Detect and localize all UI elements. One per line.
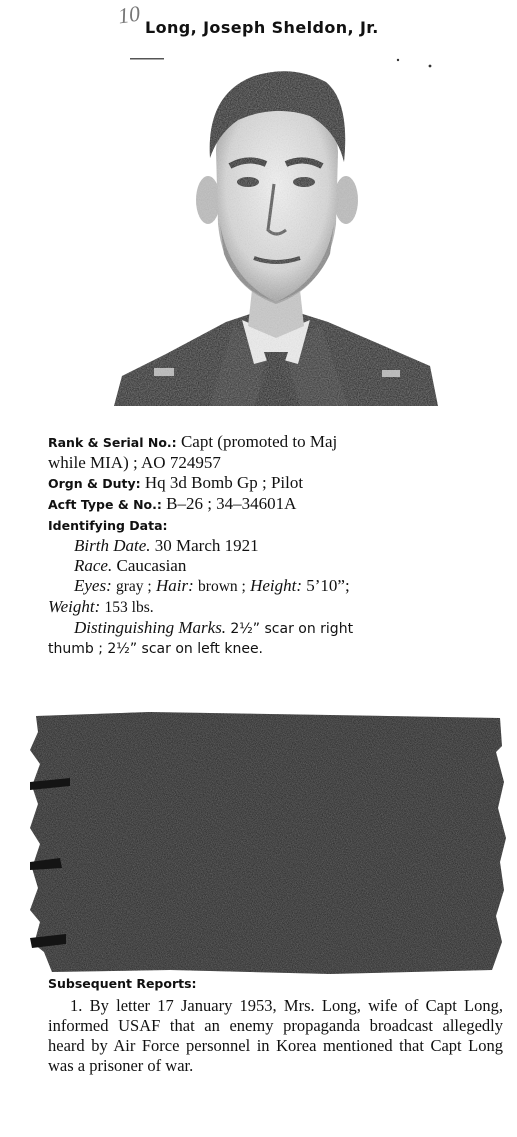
height-value: 5’10”; xyxy=(306,576,350,595)
race-row xyxy=(48,556,503,576)
handwritten-mark: 10 xyxy=(116,0,142,29)
record-fields xyxy=(48,432,503,659)
subject-name: Long, Joseph Sheldon, Jr. xyxy=(145,18,379,37)
height-label: Height: xyxy=(250,576,303,595)
birth-date-label: Birth Date. xyxy=(74,536,151,555)
weight-row xyxy=(48,597,503,618)
eyes-hair-height-row xyxy=(48,576,503,597)
hair-value: brown ; xyxy=(198,578,246,595)
portrait-photo xyxy=(114,54,438,412)
acft-type-row xyxy=(48,494,503,515)
distinguishing-marks-row xyxy=(48,618,503,639)
redacted-block xyxy=(30,712,506,974)
distinguishing-marks-label: Distinguishing Marks. xyxy=(74,618,227,637)
rank-serial-value: Capt (promoted to Maj xyxy=(180,432,338,451)
birth-date-row xyxy=(48,536,503,556)
eyes-value: gray ; xyxy=(116,578,152,595)
hair-label: Hair: xyxy=(156,576,194,595)
orgn-duty-value: Hq 3d Bomb Gp ; Pilot xyxy=(144,473,304,492)
rank-serial-row xyxy=(48,432,503,453)
distinguishing-marks-continued: thumb ; 2½” scar on left knee. xyxy=(48,641,264,657)
weight-value: 153 lbs. xyxy=(104,599,154,616)
rank-serial-continued: while MIA) ; AO 724957 xyxy=(48,453,221,472)
orgn-duty-row xyxy=(48,473,503,494)
subsequent-reports-heading: Subsequent Reports: xyxy=(48,976,197,991)
acft-type-label: Acft Type & No.: xyxy=(48,497,162,512)
identifying-data-heading: Identifying Data: xyxy=(48,518,168,533)
birth-date-value: 30 March 1921 xyxy=(154,536,259,555)
orgn-duty-label: Orgn & Duty: xyxy=(48,476,141,491)
race-value: Caucasian xyxy=(116,556,187,575)
acft-type-value: B–26 ; 34–34601A xyxy=(166,494,297,513)
weight-label: Weight: xyxy=(48,597,101,616)
rank-serial-label: Rank & Serial No.: xyxy=(48,435,177,450)
subsequent-reports xyxy=(48,974,503,1076)
distinguishing-marks-value: 2½” scar on right xyxy=(230,621,354,637)
race-label: Race. xyxy=(74,556,113,575)
eyes-label: Eyes: xyxy=(74,576,112,595)
subsequent-report-paragraph: 1. By letter 17 January 1953, Mrs. Long, wife of Capt Long, informed USAF that an enemy propaganda broadcast allegedly heard by Air Force personnel in Korea mentioned that Capt Long was a prisoner of war. xyxy=(48,996,503,1075)
